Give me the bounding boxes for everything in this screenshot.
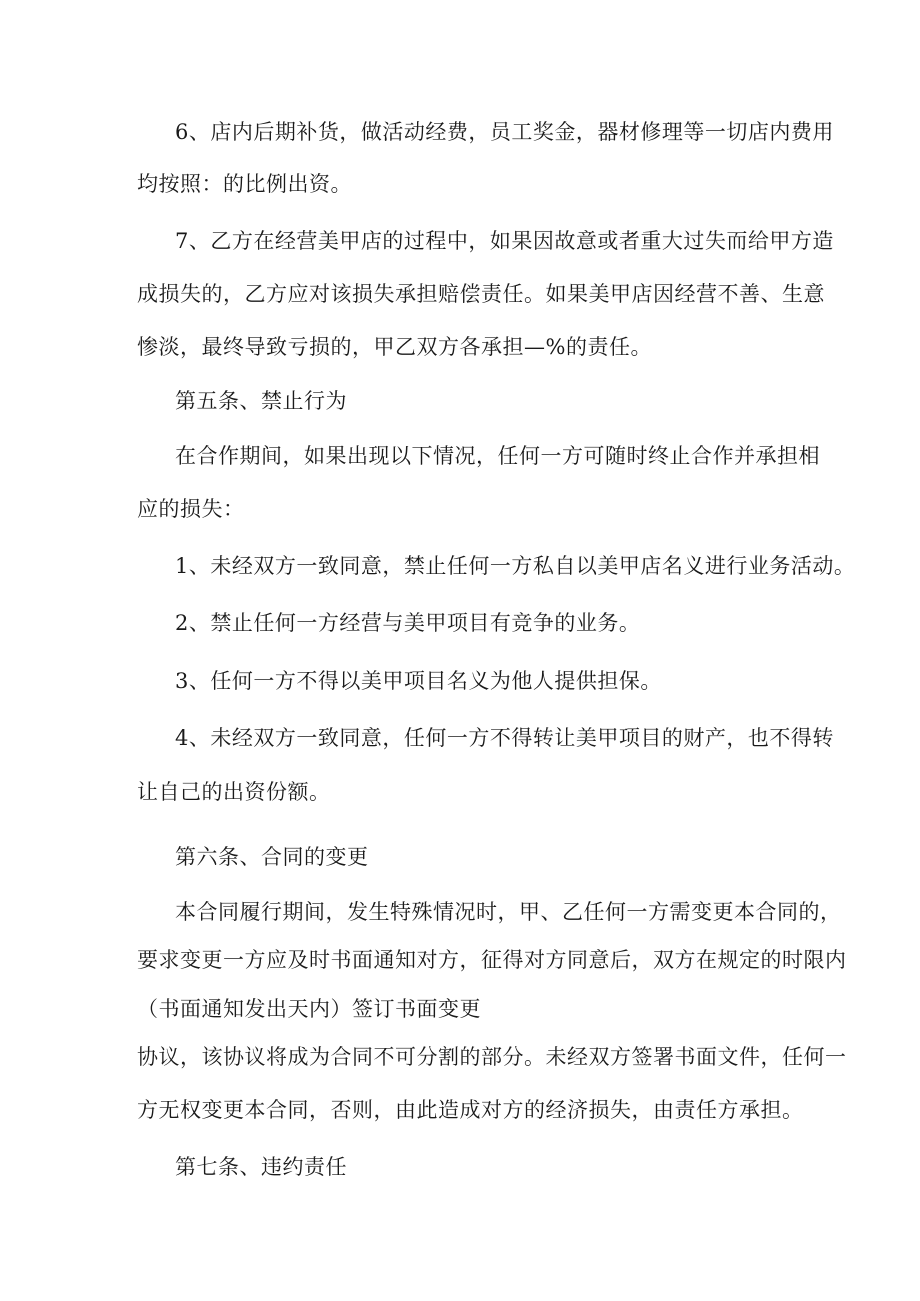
- section-5-intro-line-1: 在合作期间，如果出现以下情况，任何一方可随时终止合作并承担相: [175, 444, 820, 468]
- clause-6-line-2: 均按照：的比例出资。: [137, 172, 352, 196]
- section-5-item-2: 2、禁止任何一方经营与美甲项目有竞争的业务。: [175, 611, 641, 635]
- section-5-item-4-line-2: 让自己的出资份额。: [137, 780, 331, 804]
- section-7-heading: 第七条、违约责任: [175, 1155, 347, 1179]
- section-6-line-2: 要求变更一方应及时书面通知对方，征得对方同意后，双方在规定的时限内: [137, 948, 847, 972]
- section-6-line-3: （书面通知发出天内）签订书面变更: [137, 997, 481, 1021]
- section-5-intro-line-2: 应的损失：: [137, 497, 245, 521]
- section-5-item-3: 3、任何一方不得以美甲项目名义为他人提供担保。: [175, 669, 662, 693]
- section-6-line-5: 方无权变更本合同，否则，由此造成对方的经济损失，由责任方承担。: [137, 1098, 804, 1122]
- section-6-line-1: 本合同履行期间，发生特殊情况时，甲、乙任何一方需变更本合同的，: [175, 900, 842, 924]
- clause-6-line-1: 6、店内后期补货，做活动经费，员工奖金，器材修理等一切店内费用: [175, 120, 834, 144]
- clause-7-line-1: 7、乙方在经营美甲店的过程中，如果因故意或者重大过失而给甲方造: [175, 229, 834, 253]
- section-5-item-1: 1、未经双方一致同意，禁止任何一方私自以美甲店名义进行业务活动。: [175, 554, 856, 578]
- section-5-item-4-line-1: 4、未经双方一致同意，任何一方不得转让美甲项目的财产，也不得转: [175, 726, 834, 750]
- clause-7-line-3: 惨淡，最终导致亏损的，甲乙双方各承担—%的责任。: [137, 335, 652, 359]
- section-5-heading: 第五条、禁止行为: [175, 389, 347, 413]
- clause-7-line-2: 成损失的，乙方应对该损失承担赔偿责任。如果美甲店因经营不善、生意: [137, 282, 825, 306]
- section-6-heading: 第六条、合同的变更: [175, 845, 369, 869]
- section-6-line-4: 协议，该协议将成为合同不可分割的部分。未经双方签署书面文件，任何一: [137, 1045, 847, 1069]
